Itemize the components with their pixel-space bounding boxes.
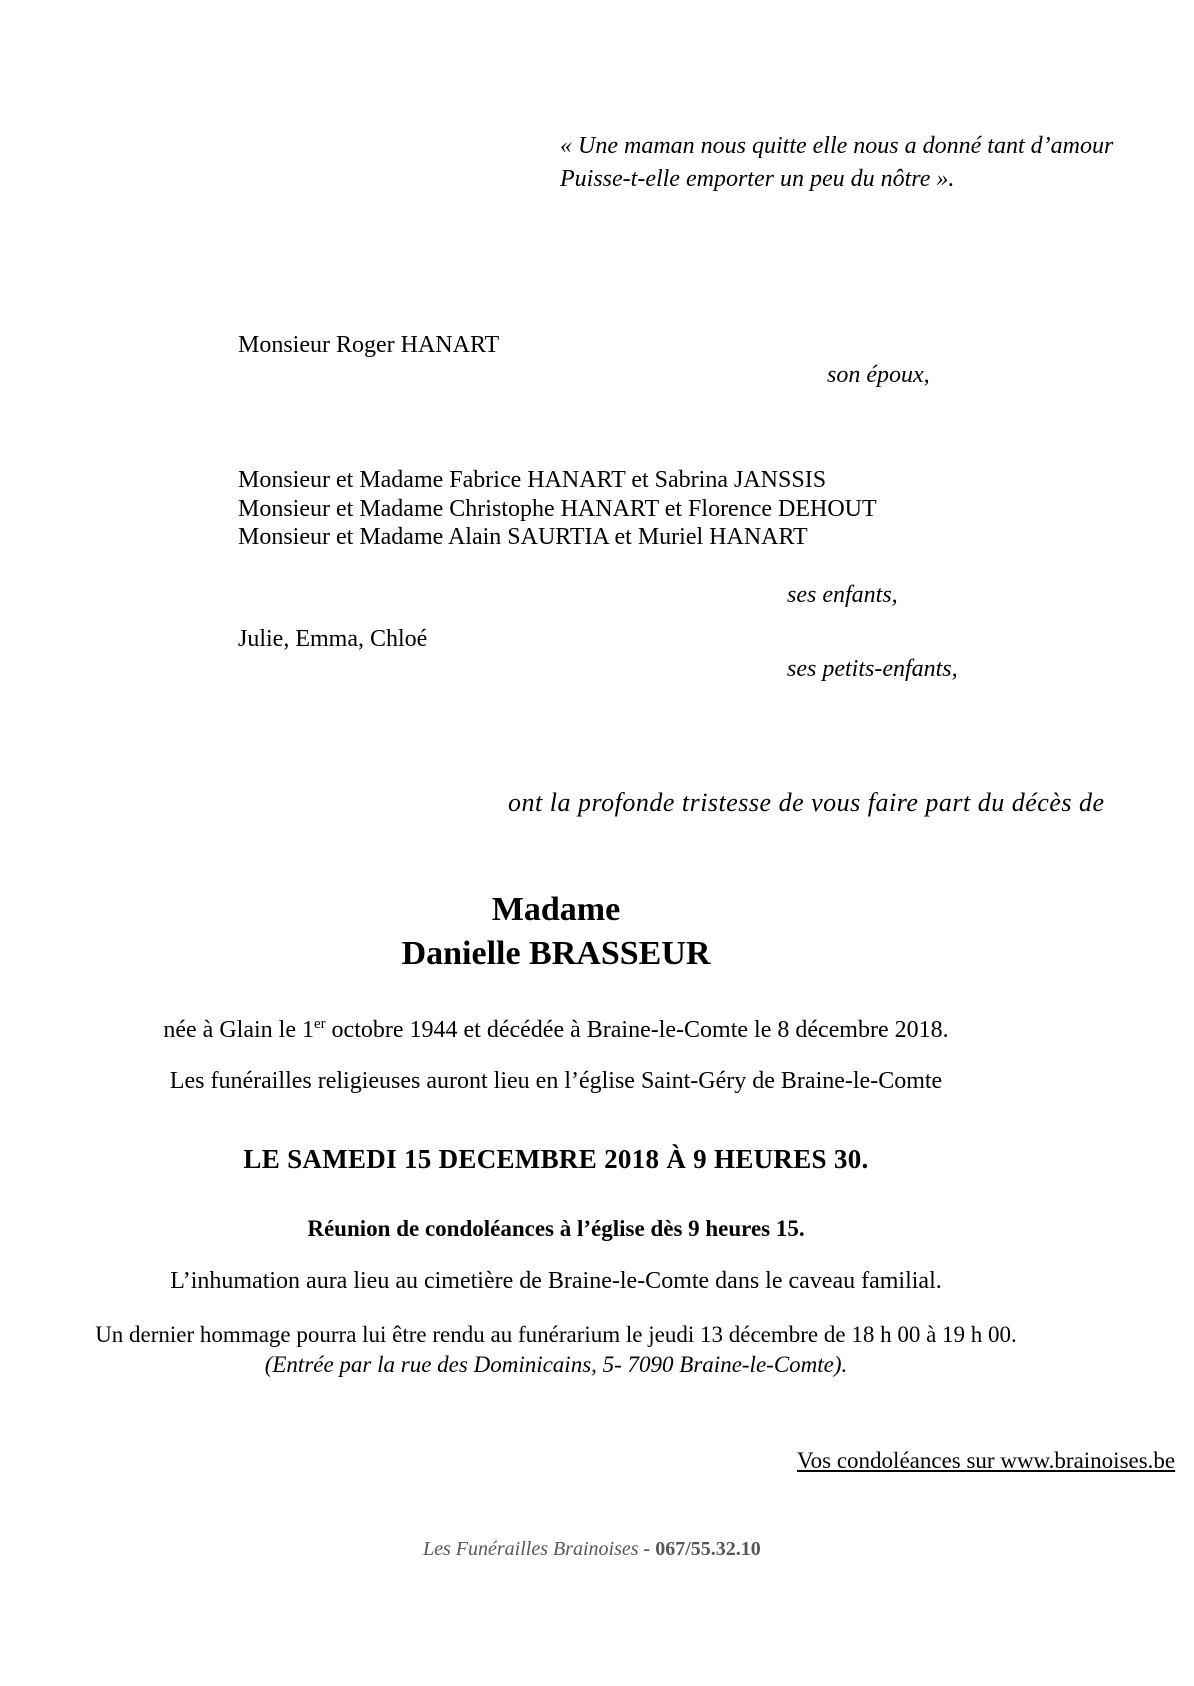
children-names-list (238, 466, 877, 552)
spouse-role-label: son époux, (827, 362, 930, 388)
tribute-block (0, 1320, 1112, 1380)
funeral-church-line: Les funérailles religieuses auront lieu en l’église Saint-Géry de Braine-le-Comte (169, 1068, 943, 1094)
footer-separator: - (638, 1538, 656, 1560)
child-couple-name: Monsieur et Madame Alain SAURTIA et Muriel HANART (238, 524, 808, 550)
memorial-quote-line1: « Une maman nous quitte elle nous a donné tant d’amour (560, 133, 1114, 159)
children-role-label: ses enfants, (787, 582, 898, 608)
deceased-title: Madame (491, 891, 621, 928)
birth-death-prefix: née à Glain le 1 (163, 1017, 314, 1043)
child-couple-name: Monsieur et Madame Fabrice HANART et Sabrina JANSSIS (238, 467, 827, 493)
funeral-home-phone: 067/55.32.10 (655, 1538, 761, 1560)
funeral-home-footer (423, 1538, 761, 1561)
announcement-sentence: ont la profonde tristesse de vous faire part du décès de (508, 788, 1105, 817)
online-condolences-link[interactable]: Vos condoléances sur www.brainoises.be (797, 1448, 1176, 1473)
grandchildren-names: Julie, Emma, Chloé (238, 626, 428, 652)
deceased-name-block (0, 888, 1112, 976)
birth-death-suffix: octobre 1944 et décédée à Braine-le-Comte le 8 décembre 2018. (325, 1017, 949, 1043)
spouse-name: Monsieur Roger HANART (238, 332, 500, 358)
child-couple-name: Monsieur et Madame Christophe HANART et Florence DEHOUT (238, 495, 877, 522)
grandchildren-role-label: ses petits-enfants, (787, 656, 958, 682)
memorial-quote (560, 130, 1113, 196)
funeral-home-name: Les Funérailles Brainoises (423, 1538, 639, 1560)
funeral-date-line: LE SAMEDI 15 DECEMBRE 2018 À 9 HEURES 30. (243, 1144, 869, 1174)
ordinal-superscript: er (313, 1016, 326, 1032)
deceased-name: Danielle BRASSEUR (401, 935, 711, 972)
memorial-quote-line2: Puisse-t-elle emporter un peu du nôtre ». (560, 166, 955, 192)
birth-death-dates (0, 1016, 1112, 1044)
burial-line: L’inhumation aura lieu au cimetière de Braine-le-Comte dans le caveau familial. (170, 1268, 942, 1294)
condolences-meeting-line: Réunion de condoléances à l’église dès 9 heures 15. (307, 1216, 805, 1241)
tribute-entrance-note: (Entrée par la rue des Dominicains, 5- 7090 Braine-le-Comte). (264, 1352, 848, 1377)
tribute-line: Un dernier hommage pourra lui être rendu au funérarium le jeudi 13 décembre de 18 h 00 à 19 h 00. (95, 1322, 1017, 1347)
